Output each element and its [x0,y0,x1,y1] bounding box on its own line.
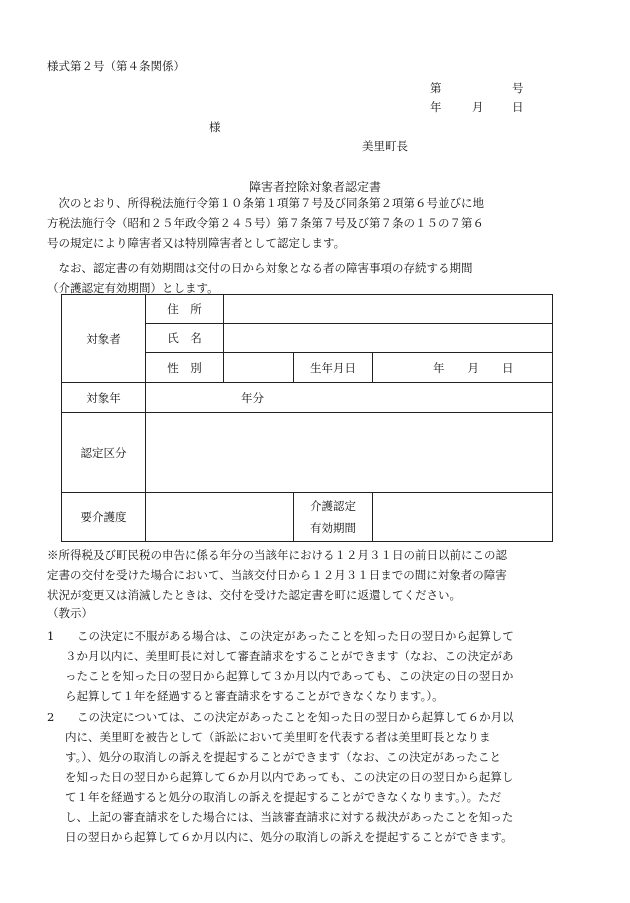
document-number-suffix: 号 [512,81,524,95]
paragraph-line: 次のとおり、所得税法施行令第１０条第１項第７号及び同条第２項第６号並びに地 [47,196,484,210]
name-label: 氏 名 [146,324,224,353]
issue-year-label: 年 [430,100,442,114]
instruction-line: て１年を経過すると処分の取消しの訴えを提起することができなくなります。）。ただ [65,790,502,804]
care-period-label-line: 介護認定 [310,499,356,513]
paragraph-line: 方税法施行令（昭和２５年政令第２４５号）第７条第７号及び第７条の１５の７第６ [47,216,484,230]
care-period-label-line: 有効期間 [310,521,356,535]
target-year-label: 対象年 [62,383,146,413]
instruction-line: 内に、美里町を被告として（訴訟において美里町を代表する者は美里町長となりま [65,730,491,744]
issue-month-label: 月 [472,100,484,114]
instruction-line: し、上記の審査請求をした場合には、当該審査請求に対する裁決があったことを知った [65,810,514,824]
notice-line: 状況が変更又は消滅したときは、交付を受けた認定書を町に返還してください。 [47,588,461,602]
instruction-number: 1 [47,629,55,643]
sex-field[interactable] [224,353,294,383]
notice-line: ※所得税及び町民税の申告に係る年分の当該年における１２月３１日の前日以前にこの認 [47,548,507,562]
category-label: 認定区分 [62,413,146,493]
subject-label: 対象者 [62,295,146,383]
instruction-line: この決定については、この決定があったことを知った日の翌日から起算して６か月以 [77,710,514,724]
instruction-line: 日の翌日から起算して６か月以内に、処分の取消しの訴えを提起することができます。 [65,830,513,844]
instruction-number: 2 [47,710,55,724]
paragraph-line: なお、認定書の有効期間は交付の日から対象となる者の障害事項の存続する期間 [47,261,473,275]
name-field[interactable] [224,324,553,353]
paragraph-line: （介護認定有効期間）とします。 [47,281,219,295]
care-period-label [294,493,373,542]
instruction-heading: （教示） [47,606,93,620]
notice-line: 定書の交付を受けた場合において、当該交付日から１２月３１日までの間に対象者の障害 [47,568,507,582]
instruction-line: ったことを知った日の翌日から起算して３か月以内であっても、この決定の日の翌日か [65,669,514,683]
page-title: 障害者控除対象者認定書 [248,180,381,194]
birthdate-label: 生年月日 [294,353,373,383]
paragraph-validity [47,258,587,298]
issue-day-label: 日 [512,100,524,114]
paragraph-certification [47,193,587,253]
category-field[interactable] [146,413,553,493]
care-level-field[interactable] [146,493,294,542]
sex-label: 性 別 [146,353,224,383]
instruction-line: この決定に不服がある場合は、この決定があったことを知った日の翌日から起算して [77,629,514,643]
care-period-field[interactable] [373,493,553,542]
birthdate-field[interactable]: 年 月 日 [373,353,553,383]
instruction-line: す。）、処分の取消しの訴えを提起することができます（なお、この決定があったこと [65,750,501,764]
instruction-line: ら起算して１年を経過すると審査請求をすることができなくなります。）。 [65,689,444,703]
instruction-line: ３か月以内に、美里町長に対して審査請求をすることができます（なお、この決定があ [65,649,514,663]
document-number-label: 第 [430,81,442,95]
return-notice [47,545,587,605]
target-year-field[interactable]: 年分 [146,383,553,413]
address-label: 住 所 [146,295,224,324]
instruction-line: を知った日の翌日から起算して６か月以内であっても、この決定の日の翌日から起算し [65,770,514,784]
issuer-name: 美里町長 [362,139,408,153]
paragraph-line: 号の規定により障害者又は特別障害者として認定します。 [47,236,346,250]
certification-form-table [61,294,553,542]
form-number: 様式第２号（第４条関係） [47,59,185,73]
address-field[interactable] [224,295,553,324]
care-level-label: 要介護度 [62,493,146,542]
addressee-suffix: 様 [209,120,221,134]
